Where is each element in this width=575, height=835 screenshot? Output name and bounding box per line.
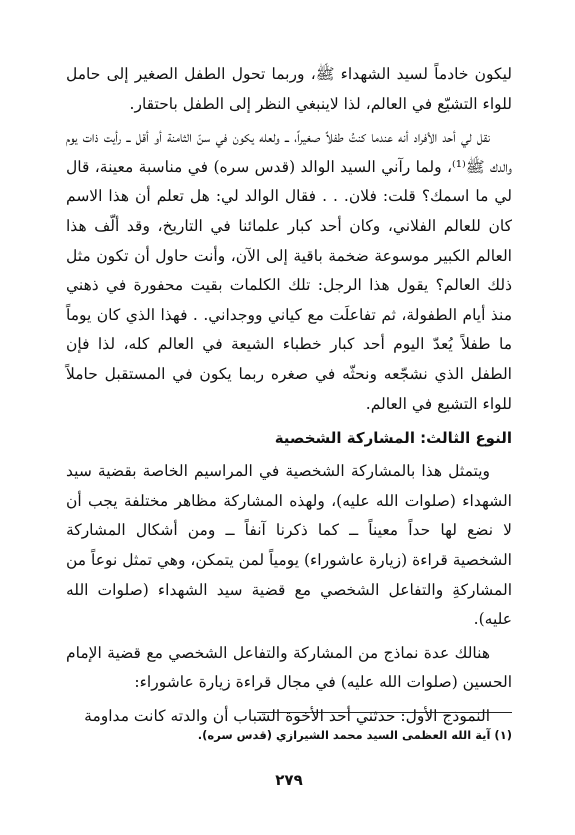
paragraph-3: ويتمثل هذا بالمشاركة الشخصية في المراسيم الخاصة بقضية سيد الشهداء (صلوات الله عليه)، ولهذه المشاركة مظاهر مختلفة يجب أن لا نضع لها حداً معيناً ــ كما ذكرنا آنفاً ــ ومن أشكال المشاركة الشخصية قراءة (زيارة عاشوراء) يومياً لمن يتمكن، وهي تمثل نوعاً من المشاركةِ والتفاعل الشخصي مع قضية سيد الشهداء (صلوات الله عليه).	[66, 462, 512, 629]
paragraph-4: هنالك عدة نماذج من المشاركة والتفاعل الشخصي مع قضية الإمام الحسين (صلوات الله عليه) في مجال قراءة زيارة عاشوراء:	[66, 643, 512, 692]
paragraph-2: نقل لي أحد الأفراد أنه عندما كنتُ طفلاً صغيراً، ــ ولعله يكون في سنّ الثامنة أو أقل ــ رأيت ذات يوم والدك ﷺ⁽¹⁾، ولما رآني السيد الوالد (قدس سره) في مناسبة معينة، قال لي ما اسمك؟ قلت: فلان. . . فقال الوالد لي: هل تعلم أن هذا الاسم كان للعالم الفلاني، وكان أحد كبار علمائنا في التاريخ، وقد ألّف هذا العالم الكبير موسوعة ضخمة باقية إلى الآن، وأنت حاول أن تكون مثل ذلك العالم؟ يقول هذا الرجل: تلك الكلمات بقيت محفورة في ذهني منذ أيام الطفولة، ثم تفاعلَت مع كياني ووجداني. . فهذا الذي كان يوماً ما طفلاً يُعدّ اليوم أحد كبار خطباء الشيعة في العالم كله، لذا فإن الطفل الذي نشجّعه ونحثّه في صغره ربما يكون في المستقبل حاملاً للواء التشيع في العالم.	[66, 128, 512, 413]
footnote-divider	[257, 712, 512, 713]
paragraph-1: ليكون خادماً لسيد الشهداء ﷺ، وربما تحول الطفل الصغير إلى حامل للواء التشيّع في العالم، لذا لاينبغي النظر إلى الطفل باحتقار.	[66, 65, 512, 113]
section-heading: النوع الثالث: المشاركة الشخصية	[274, 429, 512, 448]
page-number: ٢٧٩	[275, 771, 303, 789]
book-page	[66, 60, 512, 820]
paragraph-5: النموذج الأول: حدثني أحد الأخوة الشباب أن والدته كانت مداومة	[84, 706, 490, 725]
footnote: (١) آية الله العظمى السيد محمد الشيرازي (قدس سره).	[197, 728, 512, 742]
